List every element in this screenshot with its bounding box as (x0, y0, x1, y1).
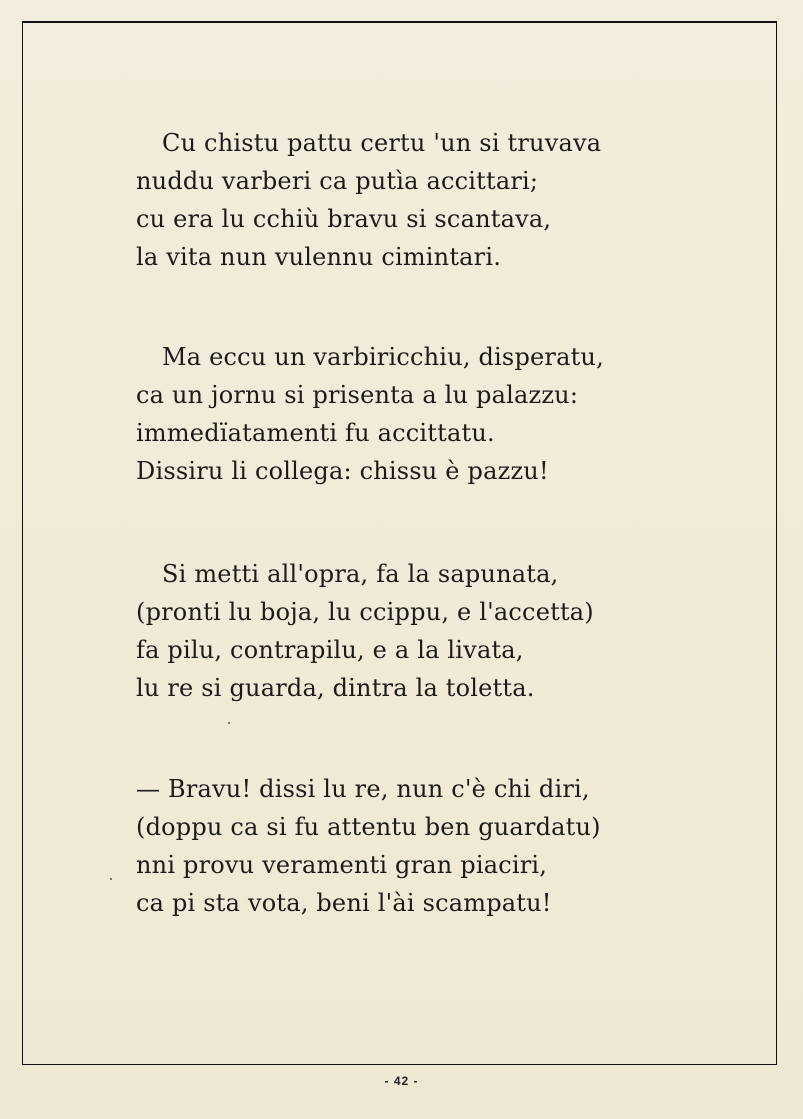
poem-line: fa pilu, contrapilu, e a la livata, (136, 636, 524, 664)
poem-line: Cu chistu pattu certu 'un si truvava (162, 129, 602, 157)
poem-line: la vita nun vulennu cimintari. (136, 243, 502, 271)
poem-line: nuddu varberi ca putìa accittari; (136, 167, 539, 195)
poem-line: ca pi sta vota, beni l'ài scampatu! (136, 889, 552, 917)
poem-line: nni provu veramenti gran piaciri, (136, 851, 548, 879)
poem-line: (doppu ca si fu attentu ben guardatu) (136, 813, 601, 841)
ink-speck (228, 722, 230, 724)
stanza-3 (136, 555, 696, 707)
poem-line: Si metti all'opra, fa la sapunata, (162, 560, 559, 588)
stanza-1 (136, 124, 696, 276)
stanza-4 (136, 770, 696, 922)
poem-line: lu re si guarda, dintra la toletta. (136, 674, 535, 702)
page-number: - 42 - (384, 1074, 419, 1088)
poem-line: — Bravu! dissi lu re, nun c'è chi diri, (136, 775, 590, 803)
poem-line: Ma eccu un varbiricchiu, disperatu, (162, 343, 604, 371)
poem-line: (pronti lu boja, lu ccippu, e l'accetta) (136, 598, 594, 626)
poem-line: immedïatamenti fu accittatu. (136, 419, 495, 447)
ink-speck (110, 878, 112, 880)
poem-line: Dissiru li collega: chissu è pazzu! (136, 457, 549, 485)
stanza-2 (136, 338, 696, 490)
poem-line: cu era lu cchiù bravu si scantava, (136, 205, 552, 233)
poem-line: ca un jornu si prisenta a lu palazzu: (136, 381, 579, 409)
